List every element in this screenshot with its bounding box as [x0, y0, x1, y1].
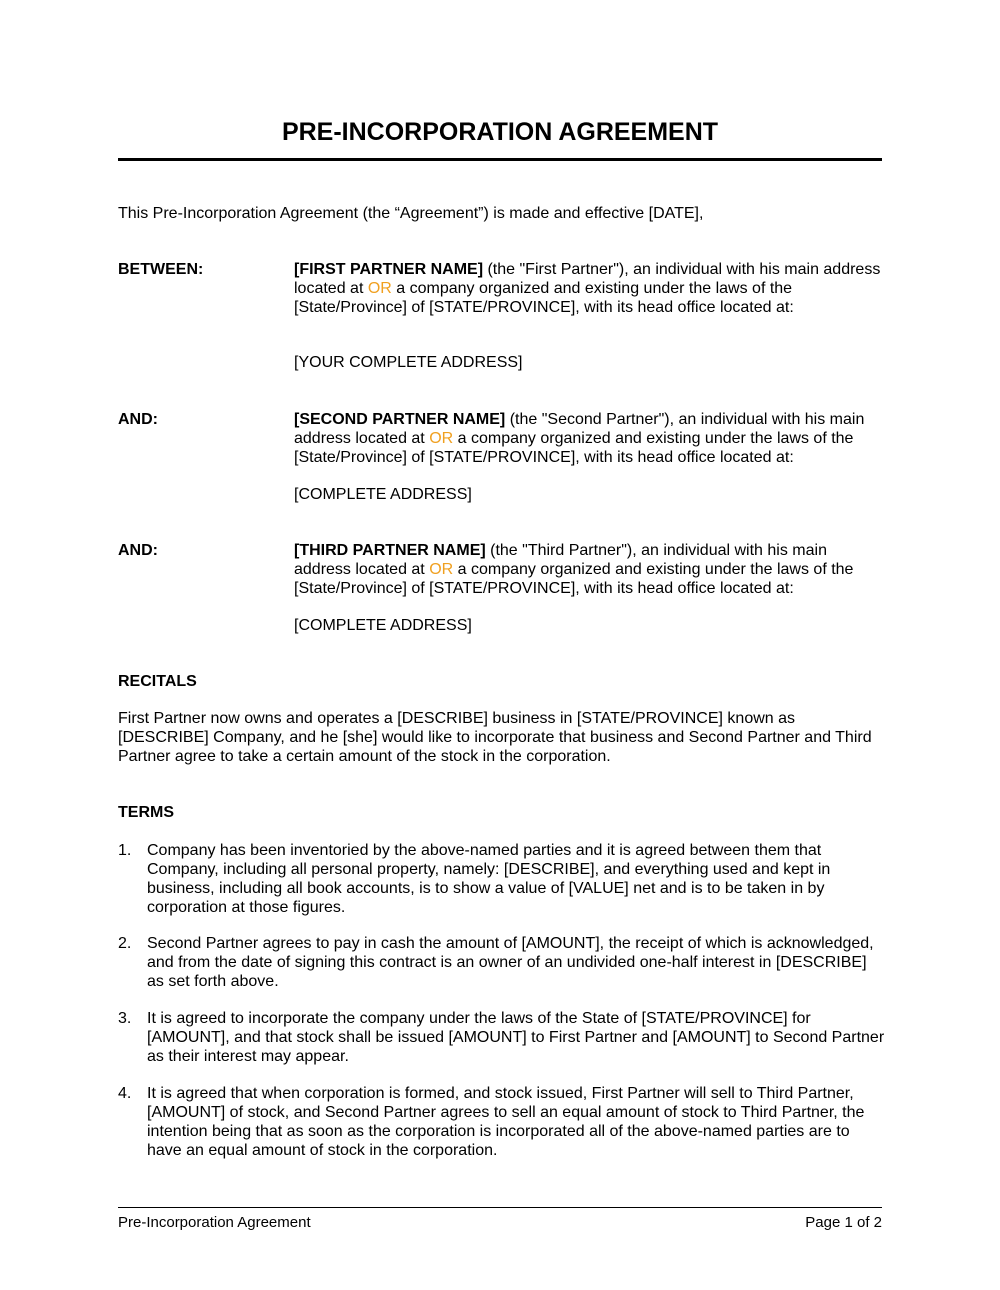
third-partner-address: [COMPLETE ADDRESS]: [294, 617, 472, 634]
term-text: Company has been inventoried by the above-named parties and it is agreed between them that Company, including all personal property, namely: [DESCRIBE], and everything used and kept in business, including all book accounts, is to show a value of [VALUE] net and is to be taken in by corporation at those figures.: [147, 842, 831, 916]
party-description-third: [294, 541, 884, 598]
page-number: Page 1 of 2: [805, 1214, 882, 1231]
party-text: (the "Second Partner"), an individual with his main address located at: [294, 411, 865, 447]
party-text: (the "First Partner"), an individual with his main address located at: [294, 261, 881, 297]
party-text: a company organized and existing under the laws of the [State/Province] of [STATE/PROVINCE], with its head office located at:: [294, 280, 794, 316]
term-text: It is agreed that when corporation is formed, and stock issued, First Partner will sell to Third Partner, [AMOUNT] of stock, and Second Partner agrees to sell an equal amount of stock to Third Partner, the intention being that as soon as the corporation is incorporated all of the above-named parties are to have an equal amount of stock in the corporation.: [147, 1085, 865, 1159]
intro-paragraph: This Pre-Incorporation Agreement (the “Agreement”) is made and effective [DATE],: [118, 205, 704, 222]
footer-document-name: Pre-Incorporation Agreement: [118, 1214, 311, 1231]
or-option: OR: [429, 561, 454, 578]
term-text: It is agreed to incorporate the company under the laws of the State of [STATE/PROVINCE] for [AMOUNT], and that stock shall be issued [AMOUNT] to First Partner and [AMOUNT] to Second Partner as their interest may appear.: [147, 1010, 885, 1065]
term-number: 1.: [118, 842, 132, 859]
party-text: a company organized and existing under the laws of the [State/Province] of [STATE/PROVINCE], with its head office located at:: [294, 561, 854, 597]
recitals-heading: RECITALS: [118, 673, 197, 690]
party-label-and: AND:: [118, 411, 158, 428]
party-text: (the "Third Partner"), an individual with his main address located at: [294, 542, 827, 578]
terms-heading: TERMS: [118, 804, 174, 821]
term-number: 4.: [118, 1085, 132, 1102]
document-title: PRE-INCORPORATION AGREEMENT: [281, 118, 719, 146]
term-number: 2.: [118, 935, 132, 952]
recitals-paragraph: First Partner now owns and operates a [DESCRIBE] business in [STATE/PROVINCE] known as [DESCRIBE] Company, and he [she] would like to incorporate that business and Second Partner and Third Partner agree to take a certain amount of the stock in the corporation.: [118, 710, 872, 765]
party-label-between: BETWEEN:: [118, 261, 204, 278]
party-text: a company organized and existing under the laws of the [State/Province] of [STATE/PROVINCE], with its head office located at:: [294, 430, 854, 466]
term-number: 3.: [118, 1010, 132, 1027]
first-partner-address: [YOUR COMPLETE ADDRESS]: [294, 354, 523, 371]
second-partner-name: [SECOND PARTNER NAME]: [294, 411, 506, 428]
or-option: OR: [367, 280, 392, 297]
second-partner-address: [COMPLETE ADDRESS]: [294, 486, 472, 503]
party-description-first: [294, 260, 884, 317]
party-label-and: AND:: [118, 542, 158, 559]
term-text: Second Partner agrees to pay in cash the amount of [AMOUNT], the receipt of which is acknowledged, and from the date of signing this contract is an owner of an undivided one-half interest in [DESCRIBE] as set forth above.: [147, 935, 874, 990]
footer-divider: [118, 1207, 882, 1208]
first-partner-name: [FIRST PARTNER NAME]: [294, 261, 484, 278]
party-description-second: [294, 410, 884, 467]
or-option: OR: [429, 430, 454, 447]
third-partner-name: [THIRD PARTNER NAME]: [294, 542, 486, 559]
title-divider: [118, 158, 882, 161]
